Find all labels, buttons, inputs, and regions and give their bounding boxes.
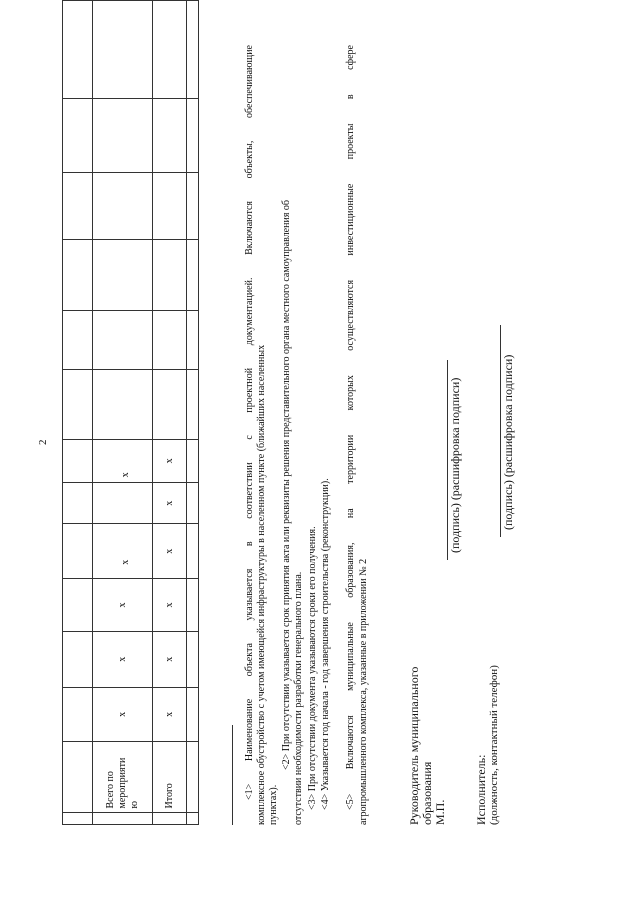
x-mark: х [164,602,175,608]
mark-cell [153,687,187,742]
x-mark: х [117,711,128,717]
x-mark: х [117,602,128,608]
mark-cell [153,631,187,687]
table-row [187,1,199,825]
head-signature-caption: (подпись) (расшифровка подписи) [448,377,462,553]
x-mark: х [120,559,131,565]
total-activities-label: Всего по мероприяти ю [93,742,153,813]
data-table [62,0,199,825]
mark-cell [153,483,187,524]
page-number: 2 [37,439,49,445]
mark-cell [93,524,153,579]
x-mark: х [164,500,175,506]
table-row [63,1,93,825]
mark-cell [93,579,153,632]
mark-cell [93,631,153,687]
head-title-line-1: Руководитель муниципального [407,666,421,825]
seal-label: М.П. [433,799,447,825]
footnote-2-line-1: <2> При отсутствии указывается срок принятия акта или реквизиты решения представительного органа местного самоуправления об [281,199,292,770]
footnote-1-line-1: <1> Наименование объекта указывается в соответствии с проектной документацией. Включаются объекты, обеспечивающие [244,45,255,800]
footnote-4: <4> Указывается год начала - год завершения строительства (реконструкции). [320,478,331,810]
x-mark: х [117,656,128,662]
footnote-2-line-2: отсутствии необходимости разработки генерального плана. [293,571,304,825]
total-label: Итого [153,742,187,813]
mark-cell [153,439,187,482]
mark-cell [153,524,187,579]
x-mark: х [120,472,131,478]
footnote-separator [232,725,233,825]
table-row [93,1,153,825]
footnote-1-line-2: комплексное обустройство с учетом имеющейся инфраструктуры в населенном пункте (ближайших населенных [256,344,267,825]
mark-cell [93,687,153,742]
x-mark: х [164,548,175,554]
head-title-line-2: образования [420,761,434,825]
footnote-5-line-2: агропромышленного комплекса, указанные в приложении № 2 [358,558,369,825]
footnote-5-line-1: <5> Включаются муниципальные образования, на территории которых осуществляются инвестиционные проекты в сфере [345,45,356,810]
mark-cell [153,579,187,632]
executor-label: Исполнитель: [474,754,488,825]
x-mark: х [164,458,175,464]
footnote-3: <3> При отсутствии документа указываются сроки его получения. [307,526,318,810]
table-row [153,1,187,825]
mark-cell [93,439,153,482]
x-mark: х [164,656,175,662]
x-mark: х [164,711,175,717]
footnote-1-line-3: пунктах). [268,784,279,825]
executor-position-caption: (должность, контактный телефон) [488,665,500,825]
executor-signature-caption: (подпись) (расшифровка подписи) [501,354,515,530]
